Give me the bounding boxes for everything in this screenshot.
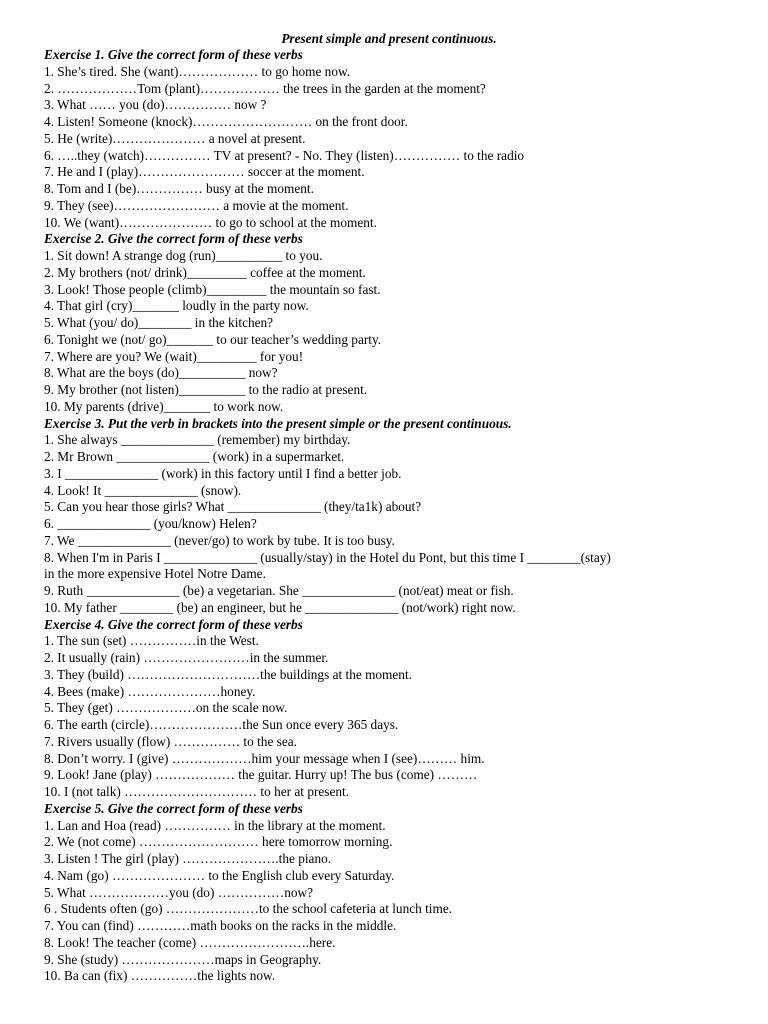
- exercise-item: 3. What …… you (do)…………… now ?: [44, 97, 267, 113]
- exercise-item: 10. We (want)………………… to go to school at the moment.: [44, 214, 377, 230]
- exercise-item: 6. ______________ (you/know) Helen?: [44, 516, 257, 531]
- exercise-item: 5. What (you/ do)________ in the kitchen?: [44, 315, 274, 330]
- exercise-item: 9. Look! Jane (play) ……………… the guitar. Hurry up! The bus (come) ………: [44, 767, 478, 783]
- exercise-item: 3. Listen ! The girl (play) ………………….the piano.: [44, 851, 332, 866]
- exercise-item: 7. He and I (play)…………………… soccer at the moment.: [44, 164, 365, 180]
- exercise-item: 5. They (get) ………………on the scale now.: [44, 700, 288, 716]
- exercise-item: 4. Look! It ______________ (snow).: [44, 482, 242, 498]
- exercise-item: 7. You can (find) …………math books on the racks in the middle.: [44, 918, 397, 933]
- exercise-item: 7. Where are you? We (wait)_________ for you!: [44, 348, 304, 364]
- exercise-item: 8. Look! The teacher (come) …………………….here.: [44, 934, 336, 950]
- exercise-heading: Exercise 3. Put the verb in brackets into the present simple or the present continuous.: [44, 415, 512, 431]
- exercise-item: 1. Lan and Hoa (read) …………… in the library at the moment.: [44, 817, 386, 833]
- exercise-item: 7. We ______________ (never/go) to work by tube. It is too busy.: [44, 532, 395, 548]
- exercise-item: 10. My father ________ (be) an engineer, but he ______________ (not/work) right now.: [44, 599, 516, 615]
- exercise-item: 2. It usually (rain) ……………………in the summer.: [44, 650, 329, 665]
- exercise-item: 1. She always ______________ (remember) my birthday.: [44, 432, 351, 448]
- exercise-item: 10. Ba can (fix) ……………the lights now.: [44, 968, 276, 984]
- exercise-item: 9. My brother (not listen)__________ to the radio at present.: [44, 382, 368, 397]
- exercise-item: in the more expensive Hotel Notre Dame.: [44, 566, 266, 582]
- exercise-heading: Exercise 1. Give the correct form of these verbs: [44, 47, 303, 62]
- exercise-item: 8. When I'm in Paris I ______________ (usually/stay) in the Hotel du Pont, but this time I ________(stay): [44, 549, 611, 565]
- exercise-item: 5. He (write)………………… a novel at present.: [44, 130, 306, 146]
- exercise-item: 10. My parents (drive)_______ to work now.: [44, 398, 284, 414]
- exercise-item: 4. Bees (make) …………………honey.: [44, 683, 256, 699]
- exercise-list: [44, 47, 734, 985]
- exercise-item: 8. Tom and I (be)…………… busy at the moment.: [44, 181, 314, 196]
- exercise-item: 9. Ruth ______________ (be) a vegetarian. She ______________ (not/eat) meat or fish.: [44, 583, 514, 598]
- exercise-item: 6. Tonight we (not/ go)_______ to our teacher’s wedding party.: [44, 331, 382, 347]
- worksheet: [44, 30, 734, 985]
- exercise-item: 10. I (not talk) ………………………… to her at present.: [44, 784, 350, 799]
- exercise-item: 4. Nam (go) ………………… to the English club every Saturday.: [44, 867, 395, 883]
- exercise-item: 2. My brothers (not/ drink)_________ coffee at the moment.: [44, 264, 366, 280]
- exercise-heading: Exercise 4. Give the correct form of these verbs: [44, 616, 303, 632]
- exercise-item: 9. They (see)…………………… a movie at the moment.: [44, 197, 349, 213]
- exercise-item: 3. Look! Those people (climb)_________ the mountain so fast.: [44, 281, 381, 297]
- exercise-item: 6. …..they (watch)…………… TV at present? - No. They (listen)…………… to the radio: [44, 147, 525, 163]
- exercise-5: [44, 801, 734, 985]
- exercise-item: 3. I ______________ (work) in this factory until I find a better job.: [44, 465, 402, 481]
- exercise-item: 1. The sun (set) ……………in the West.: [44, 633, 259, 649]
- exercise-heading: Exercise 2. Give the correct form of these verbs: [44, 231, 303, 247]
- exercise-item: 6. The earth (circle)…………………the Sun once every 365 days.: [44, 717, 399, 732]
- exercise-item: 5. Can you hear those girls? What ______________ (they/ta1k) about?: [44, 499, 422, 515]
- exercise-heading: Exercise 5. Give the correct form of these verbs: [44, 800, 303, 816]
- exercise-item: 8. Don’t worry. I (give) ………………him your message when I (see)……… him.: [44, 750, 485, 766]
- exercise-item: 2. ………………Tom (plant)……………… the trees in the garden at the moment?: [44, 80, 486, 96]
- exercise-item: 1. She’s tired. She (want)……………… to go home now.: [44, 63, 351, 79]
- exercise-2: [44, 231, 734, 415]
- exercise-item: 3. They (build) …………………………the buildings at the moment.: [44, 666, 412, 682]
- exercise-item: 1. Sit down! A strange dog (run)__________ to you.: [44, 248, 323, 263]
- exercise-item: 2. We (not come) ……………………… here tomorrow morning.: [44, 834, 393, 850]
- exercise-4: [44, 617, 734, 801]
- exercise-item: 4. Listen! Someone (knock)……………………… on the front door.: [44, 114, 408, 129]
- exercise-item: 7. Rivers usually (flow) …………… to the sea.: [44, 733, 297, 749]
- exercise-item: 6 . Students often (go) …………………to the school cafeteria at lunch time.: [44, 901, 453, 917]
- exercise-3: [44, 416, 734, 617]
- worksheet-title: Present simple and present continuous.: [281, 31, 497, 46]
- exercise-1: [44, 47, 734, 231]
- exercise-item: 4. That girl (cry)_______ loudly in the party now.: [44, 298, 309, 314]
- exercise-item: 2. Mr Brown ______________ (work) in a supermarket.: [44, 449, 345, 464]
- exercise-item: 8. What are the boys (do)__________ now?: [44, 365, 278, 381]
- exercise-item: 5. What ………………you (do) ……………now?: [44, 884, 313, 900]
- exercise-item: 9. She (study) …………………maps in Geography.: [44, 951, 322, 967]
